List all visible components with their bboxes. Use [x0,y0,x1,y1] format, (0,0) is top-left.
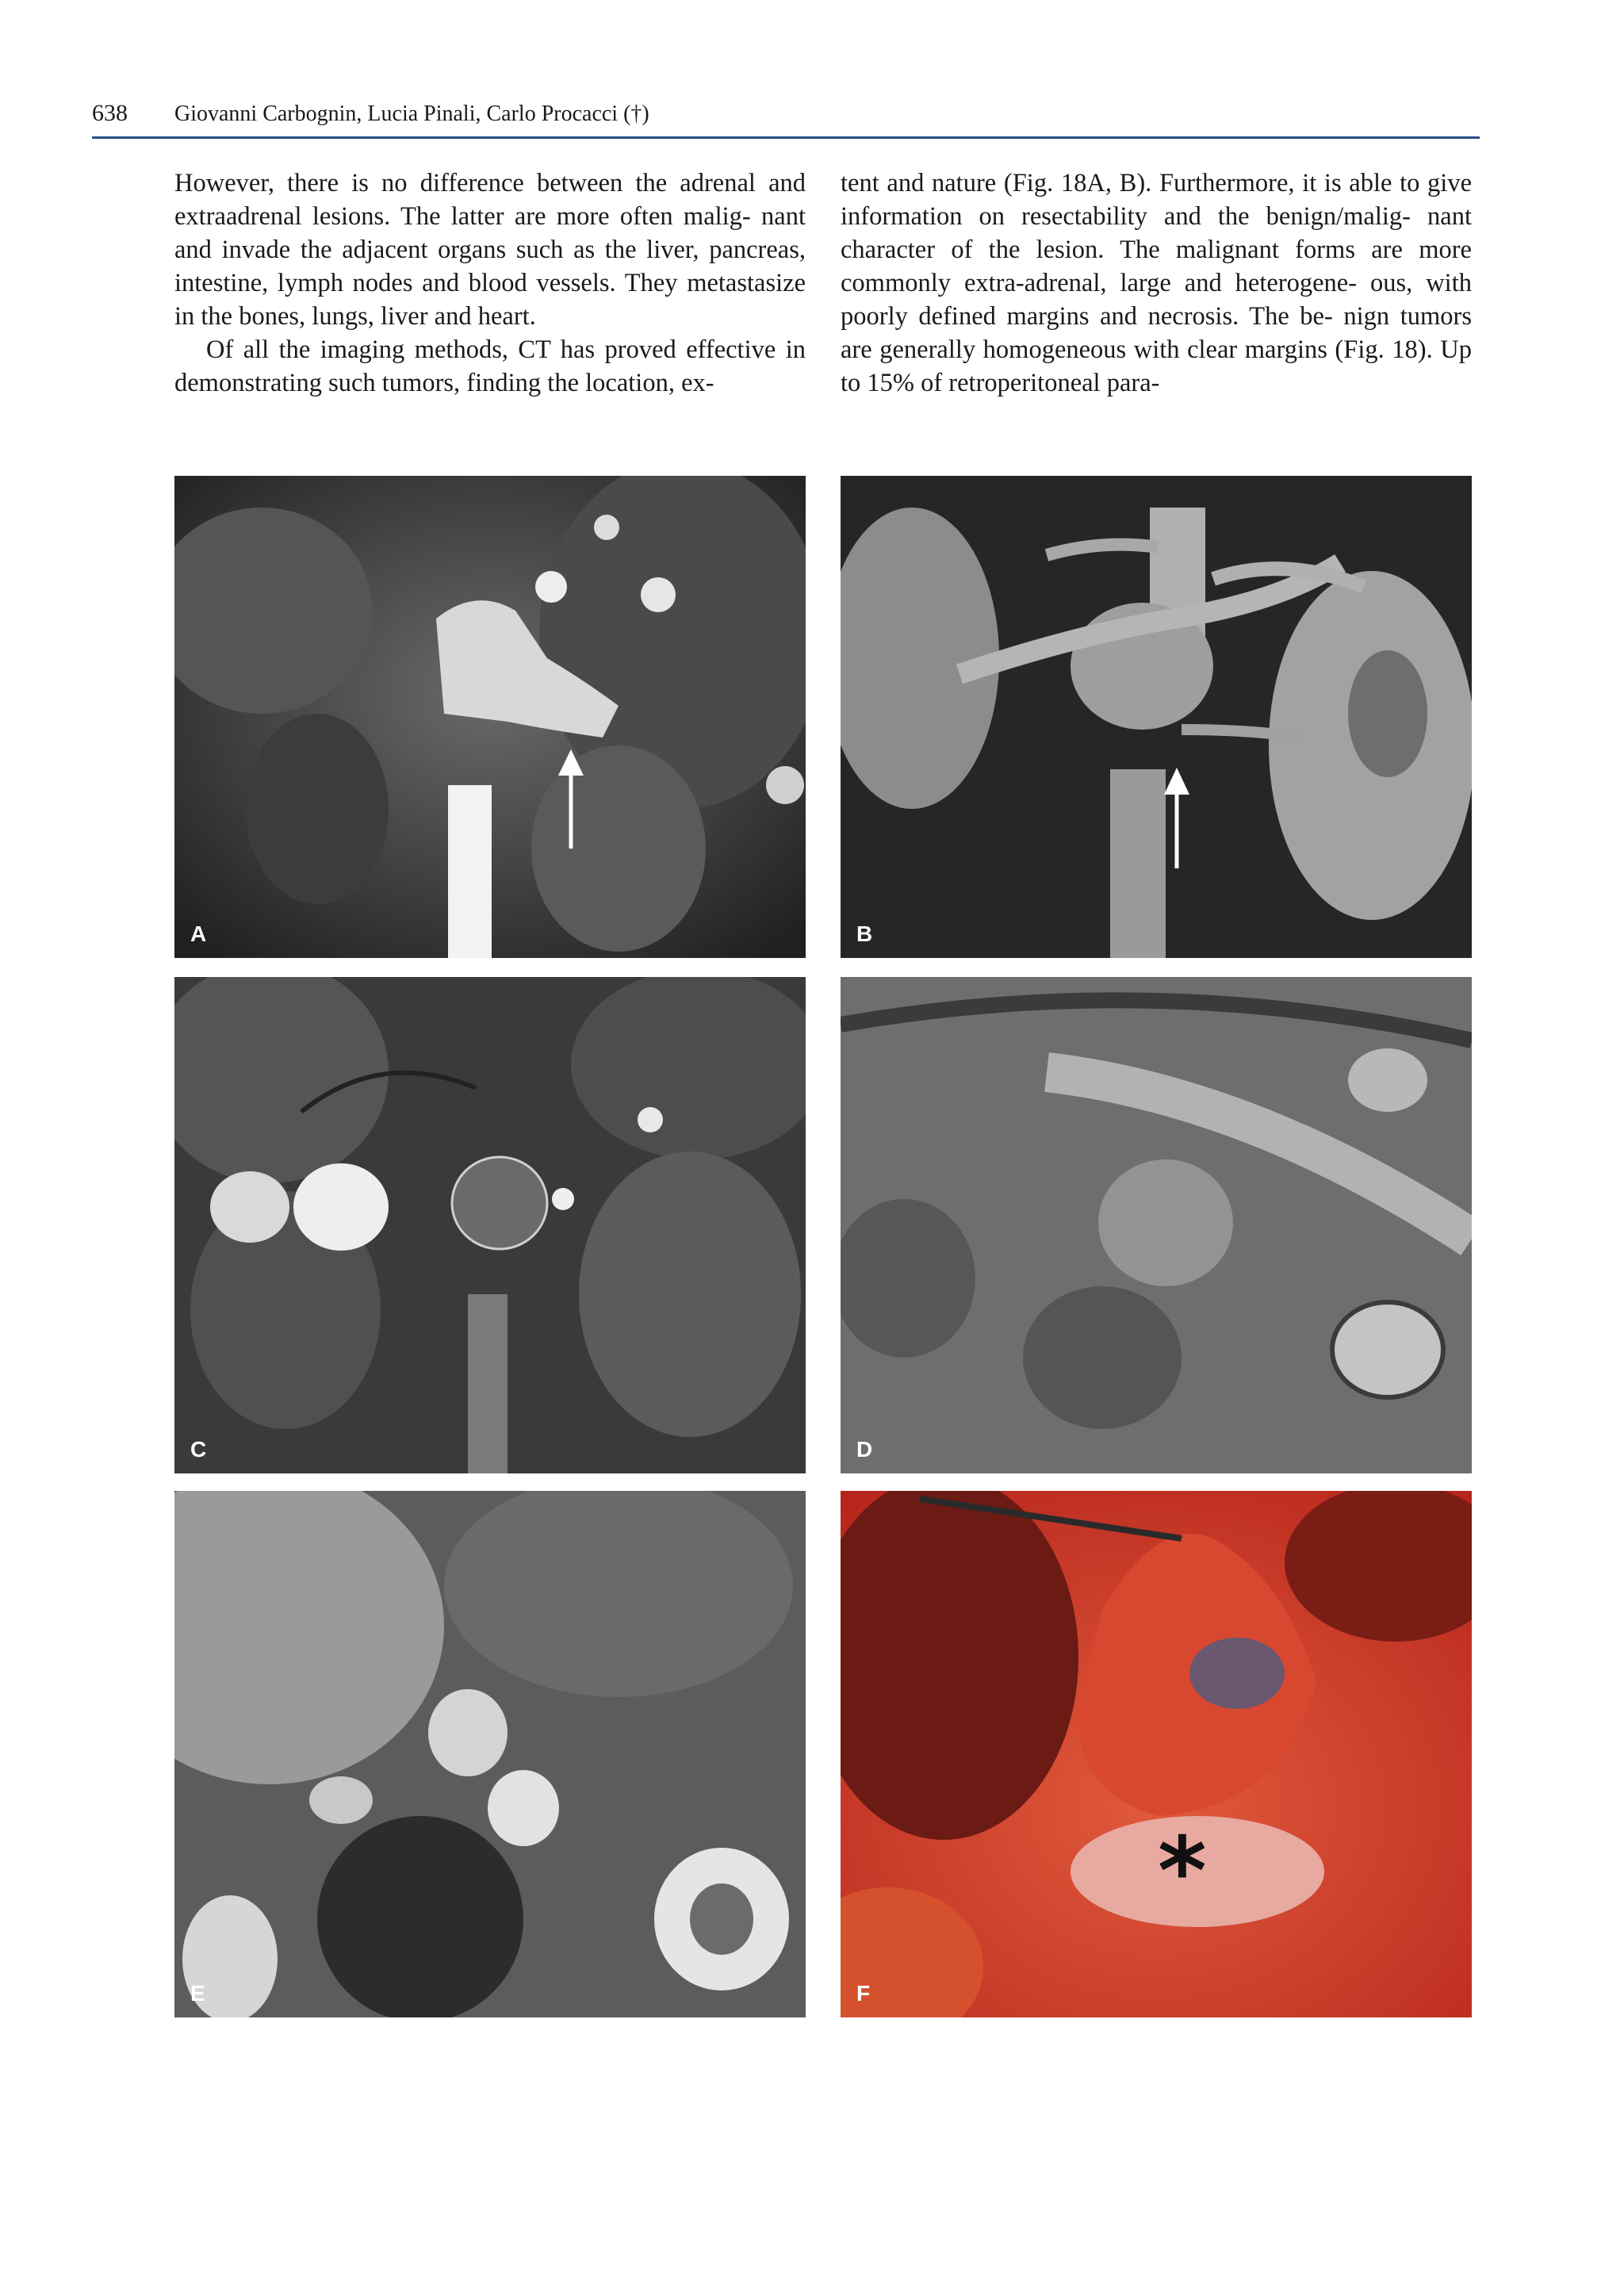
running-header-authors: Giovanni Carbognin, Lucia Pinali, Carlo Procacci (†) [174,102,649,126]
paragraph: Of all the imaging methods, CT has proved effective in demonstrating such tumors, finding the location, ex- [174,335,806,397]
surgical-photo [841,1491,1472,2017]
figure-panel-d [841,977,1472,1473]
paragraph: However, there is no difference between the adrenal and extraadrenal lesions. The latter are more often malig- nant and invade the adjacent organs such as the liver, pancreas, intestine, lymph nodes and blood vessels. They metastasize in the bones, lungs, liver and heart. [174,169,806,331]
panel-label-e: E [190,1981,205,2006]
figure-panel-b [841,476,1472,958]
page-number: 638 [92,100,128,126]
figure-asterisk-annotation: * [1158,1816,1207,1925]
running-header [92,100,1480,138]
panel-label-f: F [856,1981,871,2006]
panel-label-c: C [190,1437,207,1462]
panel-label-b: B [856,921,873,946]
volume-rendering-image [841,476,1472,958]
figure-panel-f [841,1491,1472,2017]
text-column-right [841,167,1472,400]
text-column-left [174,167,806,400]
mr-axial-image-e [174,1491,806,2017]
panel-label-a: A [190,921,207,946]
figure-panel-e [174,1491,806,2017]
mr-axial-image-c [174,977,806,1473]
paragraph: tent and nature (Fig. 18A, B). Furthermore, it is able to give information on resectability and the benign/malig- nant character of the lesion. The malignant forms are more commonly extra-adrenal, large and heterogene- ous, with poorly defined margins and necrosis. The be- nign tumors are generally homogeneous with clear margins (Fig. 18). Up to 15% of retroperitoneal para- [841,169,1472,397]
panel-label-d: D [856,1437,873,1462]
header-rule [92,136,1480,139]
mr-axial-image-d [841,977,1472,1473]
ct-coronal-image [174,476,806,958]
figure-panel-a [174,476,806,958]
figure-panel-c [174,977,806,1473]
